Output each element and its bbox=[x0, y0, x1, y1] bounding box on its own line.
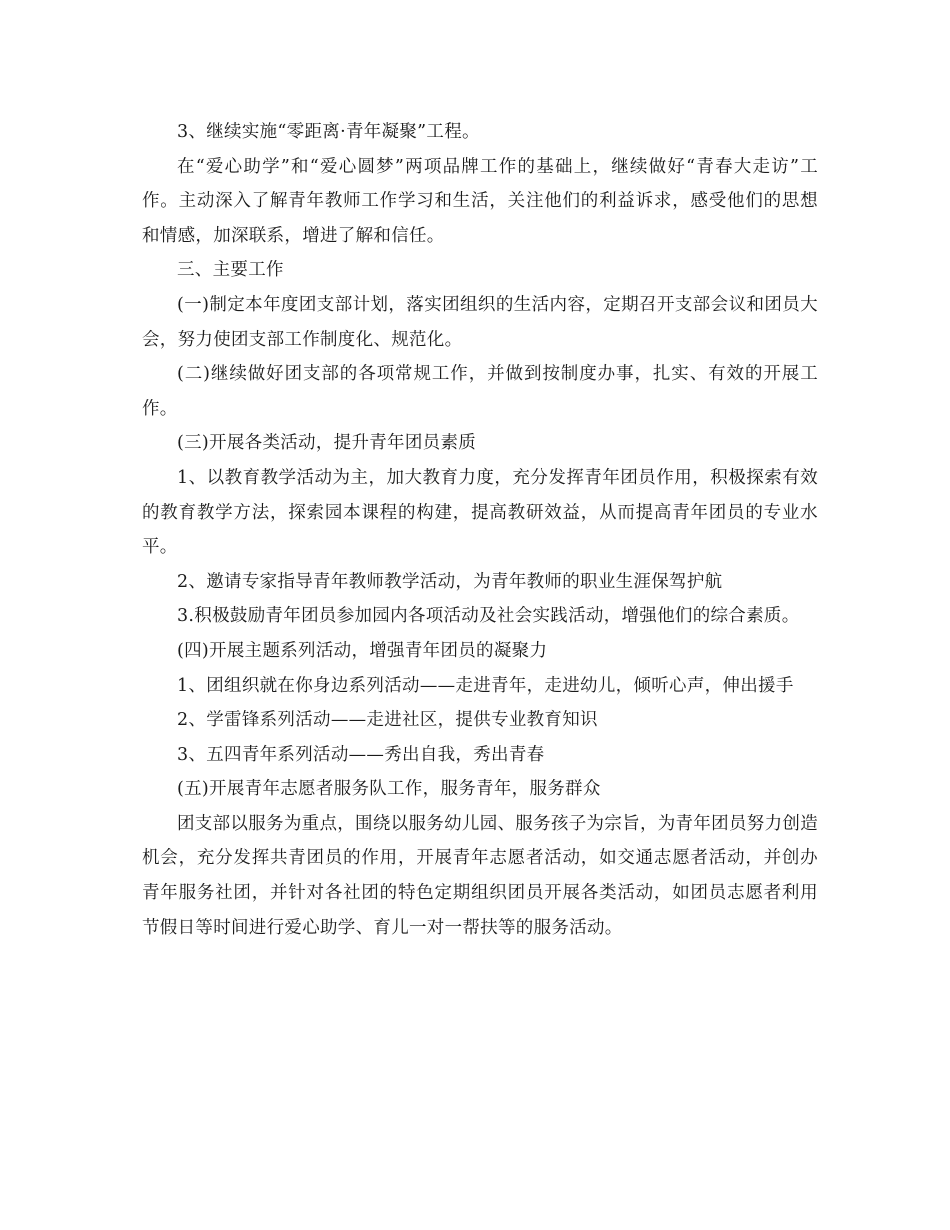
paragraph-theme-3-may-fourth: 3、五四青年系列活动——秀出自我，秀出青春 bbox=[177, 744, 545, 765]
paragraph-volunteer-service: 团支部以服务为重点，围绕以服务幼儿园、服务孩子为宗旨，为青年团员努力创造机会，充分发挥共青团员的作用，开展青年志愿者活动，如交通志愿者活动，并创办青年服务社团，并针对各社团的特色定期组织团员开展各类活动，如团员志愿者利用节假日等时间进行爱心助学、育儿一对一帮扶等的服务活动。 bbox=[142, 813, 818, 938]
heading-item-4-theme: (四)开展主题系列活动，增强青年团员的凝聚力 bbox=[177, 640, 548, 661]
paragraph-item-2-routine: (二)继续做好团支部的各项常规工作，并做到按制度办事，扎实、有效的开展工作。 bbox=[142, 364, 818, 419]
paragraph-activity-3-practice: 3.积极鼓励青年团员参加园内各项活动及社会实践活动，增强他们的综合素质。 bbox=[177, 606, 800, 627]
paragraph-visit-work: 在“爱心助学”和“爱心圆梦”两项品牌工作的基础上，继续做好“青春大走访”工作。主动深入了解青年教师工作学习和生活，关注他们的利益诉求，感受他们的思想和情感，加深联系，增进了解和信任。 bbox=[142, 156, 818, 246]
paragraph-theme-1-youth: 1、团组织就在你身边系列活动——走进青年，走进幼儿，倾听心声，伸出援手 bbox=[177, 675, 794, 696]
heading-item-3-activities: (三)开展各类活动，提升青年团员素质 bbox=[177, 433, 477, 454]
document-page bbox=[142, 115, 818, 945]
paragraph-activity-2-experts: 2、邀请专家指导青年教师教学活动，为青年教师的职业生涯保驾护航 bbox=[177, 571, 723, 592]
paragraph-section-3-project: 3、继续实施“零距离·青年凝聚”工程。 bbox=[177, 122, 480, 142]
paragraph-activity-1-teaching: 1、以教育教学活动为主，加大教育力度，充分发挥青年团员作用，积极探索有效的教育教学方法，探索园本课程的构建，提高教研效益，从而提高青年团员的专业水平。 bbox=[142, 467, 818, 558]
heading-item-5-volunteers: (五)开展青年志愿者服务队工作，服务青年，服务群众 bbox=[177, 779, 601, 800]
paragraph-item-1-plan: (一)制定本年度团支部计划，落实团组织的生活内容，定期召开支部会议和团员大会，努力使团支部工作制度化、规范化。 bbox=[142, 294, 818, 350]
heading-main-work: 三、主要工作 bbox=[177, 260, 284, 281]
paragraph-theme-2-leifeng: 2、学雷锋系列活动——走进社区，提供专业教育知识 bbox=[177, 710, 598, 731]
